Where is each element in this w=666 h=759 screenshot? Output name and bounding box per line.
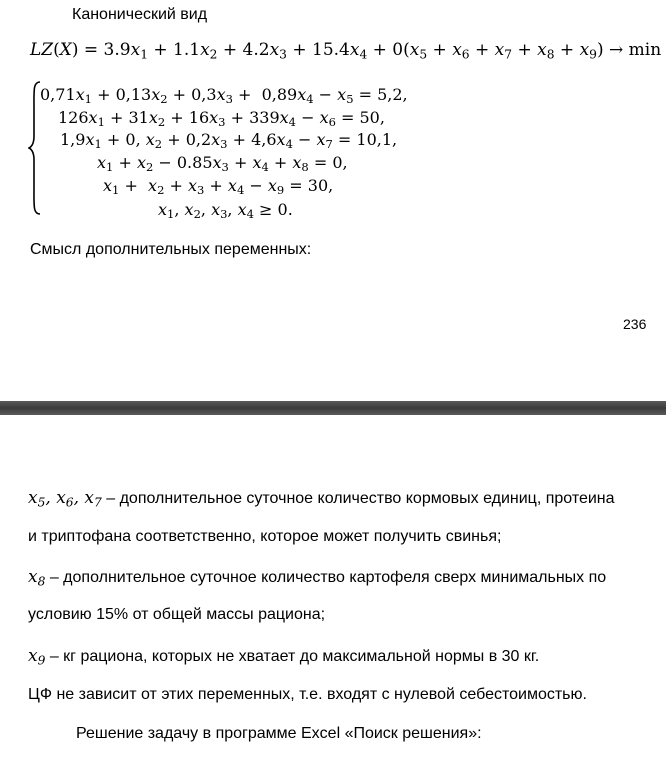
paragraph-x8-line1 [28, 567, 606, 587]
meaning-title: Смысл дополнительных переменных: [30, 241, 312, 258]
constraint-3: $1,9x_1 + 0$, $x_2 + 0,2x_3 + 4,6x_4 - x_7 = 10,1$, [60, 130, 398, 152]
page-separator-bar [0, 401, 666, 415]
paragraph-objective-note [28, 686, 587, 704]
page-bottom [0, 425, 666, 759]
excel-solver-text: Решение задачу в программе Excel «Поиск решения»: [76, 725, 482, 742]
var-x9: $x_9$ [28, 646, 46, 668]
paragraph-x5-x7-text-a: – дополнительное суточное количество кормовых единиц, протеина [101, 490, 615, 507]
paragraph-x5-x7-line2 [28, 528, 501, 546]
paragraph-excel-solver [76, 725, 482, 743]
vars-x5-x7: $x_5$, $x_6$, $x_7$ [28, 488, 102, 510]
paragraph-x9-text: – кг рациона, которых не хватает до максимальной нормы в 30 кг. [45, 648, 540, 665]
page-separator [0, 395, 666, 425]
canonical-heading: Канонический вид [72, 6, 208, 23]
paragraph-x8-text-b: условию 15% от общей массы рациона; [28, 606, 326, 623]
paragraph-x5-x7-line1 [28, 488, 615, 508]
page-number: 236 [623, 316, 647, 332]
paragraph-x8-line2 [28, 606, 325, 624]
constraint-2: $126x_1 + 31x_2 + 16x_3 + 339x_4 - x_6 = 50$, [58, 108, 385, 130]
constraint-1: $0,71x_1 + 0,13x_2 + 0,3x_3 + 0,89x_4 - x_5 = 5,2$, [40, 85, 408, 107]
paragraph-x8-text-a: – дополнительное суточное количество картофеля сверх минимальных по [45, 569, 607, 586]
paragraph-x9 [28, 646, 539, 666]
constraint-nonneg: $x_1$, $x_2$, $x_3$, $x_4 \ge 0$. [158, 200, 293, 222]
paragraph-x5-x7-text-b: и триптофана соответственно, которое может получить свинья; [28, 528, 502, 545]
constraint-5: $x_1 + x_2 + x_3 + x_4 - x_9 = 30$, [103, 176, 334, 198]
objective-note-text: ЦФ не зависит от этих переменных, т.е. входят с нулевой себестоимостью. [28, 686, 587, 703]
objective-function: $LZ(X) = 3.9x_1 + 1.1x_2 + 4.2x_3 + 15.4x_4 + 0(x_5 + x_6 + x_7 + x_8 + x_9) \to \min$ [30, 40, 662, 62]
var-x8: $x_8$ [28, 567, 46, 589]
constraint-4: $x_1 + x_2 - 0.85x_3 + x_4 + x_8 = 0$, [97, 153, 348, 175]
